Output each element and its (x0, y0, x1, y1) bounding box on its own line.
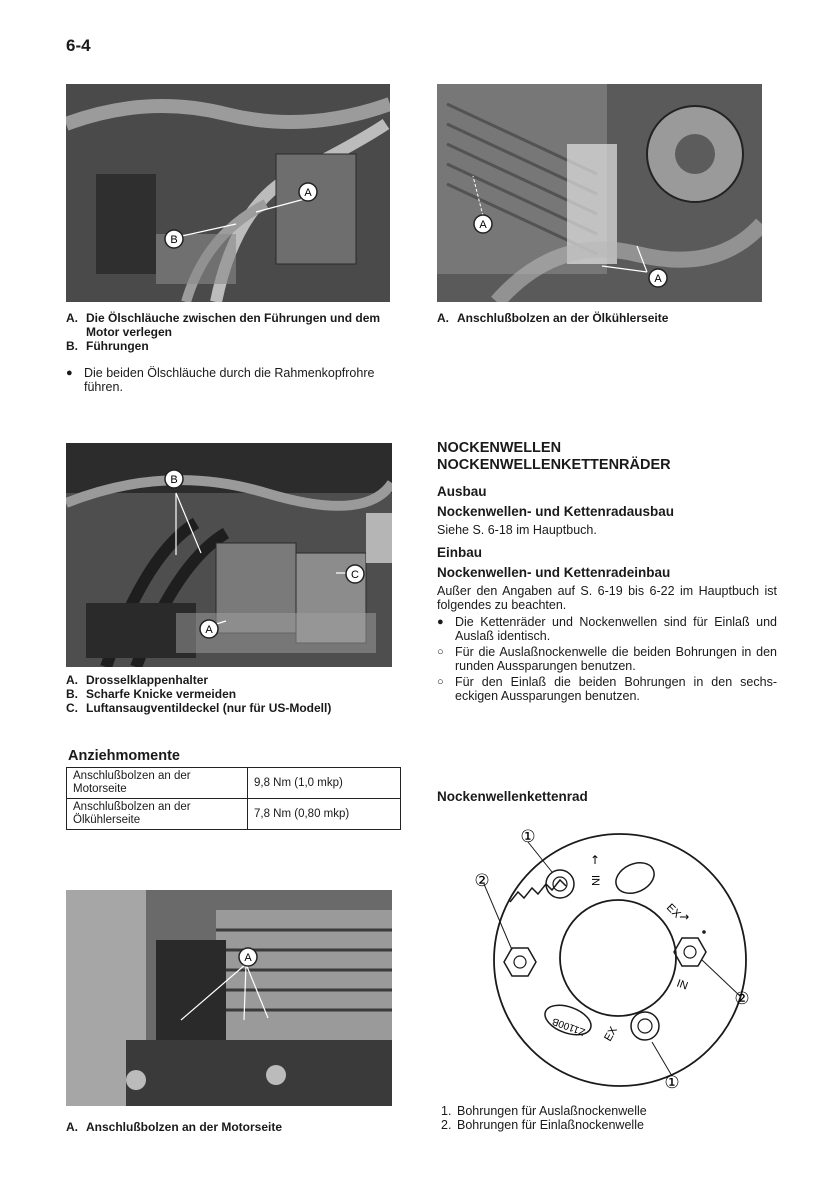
photo2-caption (437, 311, 767, 325)
bullet-text: Die beiden Ölschläuche durch die Rahmenkopfrohre führen. (84, 366, 375, 394)
photo1-caption (66, 311, 406, 353)
caption-text: Anschlußbolzen an der Ölkühlerseite (457, 311, 669, 325)
legend-item (441, 1104, 771, 1118)
camshaft-section (437, 440, 777, 703)
photo1-bullet (66, 366, 386, 394)
section-title-line2: NOCKENWELLENKETTENRÄDER (437, 457, 671, 473)
page-number: 6-4 (66, 36, 91, 55)
sprocket-diagram (440, 820, 780, 1100)
caption-text: Anschlußbolzen an der Motorseite (86, 1120, 283, 1134)
point-text: Für den Einlaß die beiden Bohrungen in den sechs-eckigen Aussparungen benutzen. (455, 675, 777, 703)
caption-key: A. (437, 311, 449, 325)
torque-item: Anschlußbolzen an der Motorseite (67, 768, 248, 799)
legend-text: Bohrungen für Auslaßnockenwelle (457, 1104, 647, 1118)
ausbau-text: Siehe S. 6-18 im Hauptbuch. (437, 523, 597, 537)
photo-throttle-holders-illustration (66, 443, 392, 667)
torque-value: 9,8 Nm (1,0 mkp) (248, 768, 401, 799)
photo4-label-a: A (244, 952, 252, 964)
einbau-point (437, 645, 777, 673)
caption-text: Führungen (86, 339, 149, 353)
point-text: Für die Auslaßnockenwelle die beiden Bohrungen in den runden Aussparungen benutzen. (455, 645, 777, 673)
photo4-caption (66, 1120, 406, 1134)
stamp-in-top: IN (589, 875, 601, 886)
legend-num: 1. (441, 1104, 452, 1118)
table-row (67, 799, 401, 830)
photo-throttle-holders (66, 443, 392, 667)
caption-key: A. (66, 673, 78, 687)
photo3-label-a: A (205, 624, 213, 636)
sprocket-title: Nockenwellenkettenrad (437, 789, 588, 804)
photo2-label-a2: A (654, 273, 662, 285)
photo1-label-b: B (170, 234, 178, 246)
stamp-ex-bottom: EX (602, 1024, 620, 1044)
photo2-label-a1: A (479, 219, 487, 231)
caption-text: Luftansaugventildeckel (nur für US-Modell) (86, 701, 332, 715)
torque-value: 7,8 Nm (0,80 mkp) (248, 799, 401, 830)
arrow-diagonal-icon: ↗ (675, 908, 693, 926)
einbau-text: Außer den Angaben auf S. 6-19 bis 6-22 im Hauptbuch ist folgendes zu beachten. (437, 584, 777, 612)
photo-oil-cooler-illustration (437, 84, 762, 302)
legend-item (441, 1118, 771, 1132)
photo3-label-c: C (351, 569, 359, 581)
ausbau-subheading: Nockenwellen- und Kettenradausbau (437, 504, 675, 519)
stamp-part-number: Z1100B (550, 1015, 587, 1038)
bullet-filled-icon: ● (66, 367, 73, 379)
einbau-heading: Einbau (437, 545, 483, 560)
ausbau-heading: Ausbau (437, 484, 487, 499)
bullet-filled-icon: ● (437, 616, 444, 628)
callout-1-top: ① (520, 827, 536, 847)
stamp-ex-top: EX (663, 901, 683, 921)
photo-oil-hoses-illustration (66, 84, 390, 302)
photo1-label-a: A (304, 187, 312, 199)
photo3-caption (66, 673, 406, 715)
callout-2-right: ② (734, 989, 750, 1009)
bullet-hollow-icon: ○ (437, 646, 444, 658)
caption-key: B. (66, 339, 78, 353)
einbau-point (437, 675, 777, 703)
arrow-up-icon: ↑ (590, 853, 601, 867)
torque-title: Anziehmomente (68, 748, 180, 764)
einbau-subheading: Nockenwellen- und Kettenradeinbau (437, 565, 671, 580)
stamp-in-right: IN (674, 977, 690, 993)
section-title-line1: NOCKENWELLEN (437, 440, 562, 456)
caption-text: Die Ölschläuche zwischen den Führungen und dem Motor verlegen (86, 311, 381, 339)
torque-item: Anschlußbolzen an der Ölkühlerseite (67, 799, 248, 830)
caption-key: A. (66, 311, 78, 325)
caption-text: Scharfe Knicke vermeiden (86, 687, 237, 701)
bullet-hollow-icon: ○ (437, 676, 444, 688)
table-row (67, 768, 401, 799)
callout-1-bottom: ① (664, 1073, 680, 1093)
caption-key: A. (66, 1120, 78, 1134)
sprocket-drawing (440, 820, 780, 1100)
photo3-label-b: B (170, 474, 178, 486)
callout-2-left: ② (474, 871, 490, 891)
photo-engine-side-bolts-illustration (66, 890, 392, 1106)
point-text: Die Kettenräder und Nockenwellen sind für Einlaß und Auslaß identisch. (455, 615, 777, 643)
caption-key: B. (66, 687, 78, 701)
legend-text: Bohrungen für Einlaßnockenwelle (457, 1118, 644, 1132)
photo-oil-cooler (437, 84, 762, 302)
photo-oil-hoses (66, 84, 390, 302)
sprocket-legend (441, 1104, 771, 1132)
legend-num: 2. (441, 1118, 452, 1132)
torque-table (66, 767, 401, 830)
einbau-point (437, 615, 777, 643)
photo-engine-side-bolts (66, 890, 392, 1106)
caption-text: Drosselklappenhalter (86, 673, 209, 687)
caption-key: C. (66, 701, 78, 715)
